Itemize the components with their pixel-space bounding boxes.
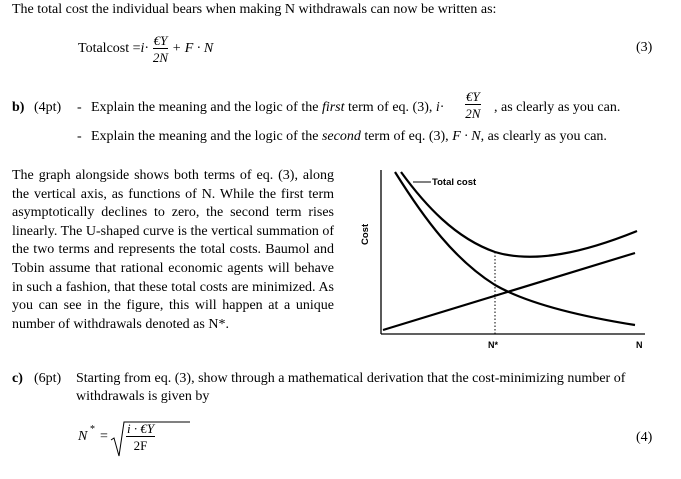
eq4-number: (4) [636, 430, 653, 445]
q1-text-pre: Explain the meaning and the logic of the [91, 100, 322, 115]
q1-text-mid: term of eq. (3), [344, 100, 436, 115]
part-c-label: c) [12, 371, 23, 386]
part-c-points: (6pt) [34, 371, 62, 386]
eq3-dot: · [144, 41, 150, 57]
eq4-lhs: N [78, 429, 88, 444]
part-b-points: (4pt) [34, 100, 62, 115]
intro-text: The total cost the individual bears when making N withdrawals can now be written as: [12, 2, 497, 17]
part-b-question-2 [91, 129, 607, 145]
figure-description: The graph alongside shows both terms of eq. (3), along the vertical axis, as functions of N. While the first term asymptotically declines to zero, the second term rises linearly. The U-shaped curve is the vertical summation of the two terms and represents the total costs. Baumol and Tobin assume that rational economic agents will behave in such a fashion, that these total costs are minimized. As you can see in the figure, this will happen at a unique number of withdrawals denoted as N*. [12, 168, 334, 332]
eq3-denominator: 2N [152, 50, 169, 65]
n-axis-label: N [636, 340, 643, 350]
q1-denominator: 2N [465, 106, 481, 121]
q2-emphasis: second [321, 129, 361, 144]
part-b-dash-1: - [77, 100, 82, 115]
eq3-numerator: €Y [153, 33, 168, 48]
eq4-fraction [126, 422, 155, 452]
q2-text-post: , as clearly as you can. [480, 129, 607, 144]
part-b-label: b) [12, 100, 25, 115]
declining-cost-curve [395, 172, 635, 325]
nstar-label: N* [488, 340, 499, 350]
eq3-number: (3) [636, 40, 653, 55]
eq3-i: i [140, 41, 145, 57]
eq3-fraction [153, 34, 169, 64]
eq3-lhs: Totalcost [78, 41, 130, 57]
eq4-numerator: i · €Y [127, 421, 155, 436]
eq4-superscript: * [90, 424, 95, 435]
q1-fraction [465, 90, 481, 120]
eq4-equals: = [100, 429, 108, 444]
eq4-denominator: 2F [133, 438, 148, 453]
part-c-line-2: withdrawals is given by [76, 389, 210, 404]
part-c-line-1: Starting from eq. (3), show through a mathematical derivation that the cost-minimizing number of [76, 371, 626, 386]
q2-text-pre: Explain the meaning and the logic of the [91, 129, 322, 144]
q1-dot: · [439, 100, 445, 115]
q1-numerator: €Y [466, 89, 480, 104]
q2-formula: F · N [452, 129, 481, 144]
cost-figure [355, 160, 665, 360]
equation-3 [78, 34, 213, 64]
q1-i: i [435, 100, 440, 115]
part-b-question-1-end: , as clearly as you can. [494, 100, 621, 115]
total-cost-label: Total cost [432, 177, 477, 188]
part-b-dash-2: - [77, 129, 82, 144]
q2-text-mid: term of eq. (3), [360, 129, 453, 144]
y-axis-label: Cost [360, 223, 371, 245]
eq3-equals: = [132, 41, 141, 57]
eq3-second-term: + F · N [171, 41, 214, 57]
q1-emphasis: first [321, 100, 345, 115]
part-b-question-1 [91, 100, 444, 116]
